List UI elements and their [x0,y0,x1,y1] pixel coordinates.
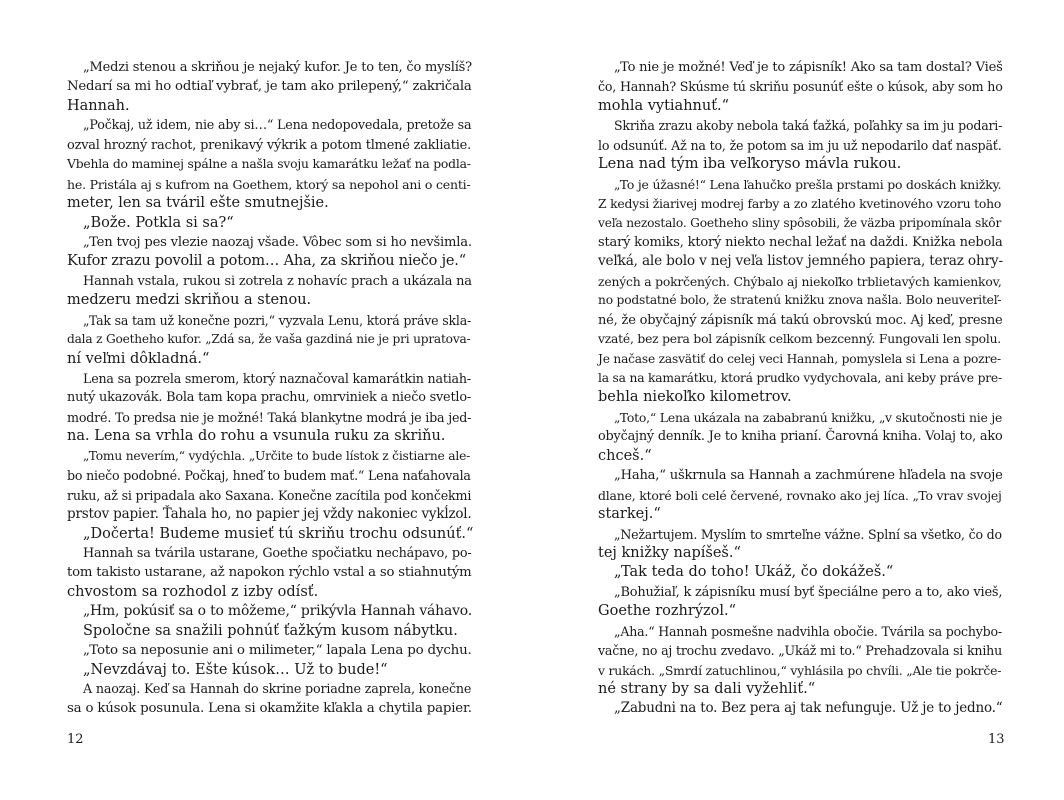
text-line: „To nie je možné! Veď je to zápisník! Ako sa tam dostal? Vieš [614,60,1003,75]
text-line: starkej.“ [598,506,661,523]
text-line: né strany by sa dali vyžehliť.“ [598,681,816,697]
text-line: Spoločne sa snažili pohnúť ťažkým kusom nábytku. [83,622,458,639]
text-line: lo odsunúť. Až na to, že potom sa im ju už nepodarilo dať naspäť. [598,137,1002,153]
text-line: „Bože. Potkla si sa?“ [83,214,234,231]
text-line: „Nevzdávaj to. Ešte kúsok… Už to bude!“ [83,661,388,678]
text-line: mohla vytiahnuť.“ [598,97,730,114]
text-line: Kufor zrazu povolil a potom… Aha, za skriňou niečo je.“ [67,253,466,270]
text-line: né, že obyčajný zápisník má takú obrovskú moc. Aj keď, presne [598,312,1003,328]
text-line: Z kedysi žiarivej modrej farby a zo zlatého kvetinového vzoru toho [598,196,1002,212]
text-line: „Medzi stenou a skriňou je nejaký kufor. Je to ten, čo myslíš? [83,60,472,75]
text-line: „Ten tvoj pes vlezie naozaj všade. Vôbec som si ho nevšimla. [83,234,472,250]
text-line: he. Pristála aj s kufrom na Goethem, ktorý sa nepohol ani o centi- [67,176,471,192]
left-page-number: 12 [67,732,84,747]
text-line: bo niečo podobné. Počkaj, hneď to budem mať.“ Lena naťahovala [67,468,471,484]
text-line: Lena nad tým iba veľkoryso mávla rukou. [598,156,902,173]
text-line: „Tak teda do toho! Ukáž, čo dokážeš.“ [614,564,894,581]
text-line: „Bohužiaľ, k zápisníku musí byť špeciálne pero a to, ako vieš, [614,584,1003,600]
text-line: Hannah vstala, rukou si zotrela z nohavíc prach a ukázala na [83,273,472,289]
text-line: behla niekoľko kilometrov. [598,389,792,406]
text-line: starý komiks, ktorý niekto nechal ležať na daždi. Knižka nebola [598,234,1003,250]
text-line: veľa nezostalo. Goetheho sliny spôsobili, že väzba pripomínala skôr [598,215,1002,230]
text-line: ozval hrozný rachot, prenikavý výkrik a potom tlmené zakliatie. [67,137,472,153]
text-line: vačne, no aj trochu zvedavo. „Ukáž mi to.“ Prehadzovala si knihu [598,643,1003,659]
text-line: ruku, až si pripadala ako Saxana. Konečne zacítila pod končekmi [67,487,472,503]
text-line: no podstatné bolo, že stratenú knižku znova našla. Bolo neuveriteľ- [598,293,1002,308]
text-line: vzaté, bez pera bol zápisník celkom bezcenný. Fungovali len spolu. [598,332,1002,347]
text-line: obyčajný denník. Je to kniha prianí. Čarovná kniha. Volaj to, ako [598,429,1003,445]
text-line: veľká, ale bolo v nej veľa listov jemného papiera, teraz ohry- [598,253,1003,270]
text-line: „Aha.“ Hannah posmešne nadvihla obočie. Tvárila sa pochybo- [614,623,1002,639]
text-line: „Dočerta! Budeme musieť tú skriňu trochu odsunúť.“ [83,525,474,542]
text-line: Hannah sa tvárila ustarane, Goethe spočiatku nechápavo, po- [83,545,472,561]
text-line: chceš.“ [598,447,652,464]
text-line: ní veľmi dôkladná.“ [67,350,210,367]
text-line: meter, len sa tváril ešte smutnejšie. [67,195,329,212]
text-line: tom takisto ustarane, až napokon rýchlo vstal a so stiahnutým [67,565,472,581]
text-line: „To je úžasné!“ Lena ľahučko prešla prstami po doskách knižky. [614,176,1002,192]
text-line: modré. To predsa nie je možné! Taká blankytne modrá je iba jed- [67,409,472,425]
text-line: „Nežartujem. Myslím to smrteľne vážne. Splní sa všetko, čo do [614,526,1002,542]
text-line: „Počkaj, už idem, nie aby si…“ Lena nedopovedala, pretože sa [83,118,472,134]
right-page-number: 13 [988,732,1005,747]
text-line: „Tak sa tam už konečne pozri,“ vyzvala Lenu, ktorá práve skla- [83,312,472,328]
text-line: Nedarí sa mi ho odtiaľ vybrať, je tam ako prilepený,“ zakričala [67,79,472,95]
text-line: la sa na kamarátku, ktorá prudko vydychovala, ani keby práve pre- [598,371,1002,385]
text-line: prstov papier. Ťahala ho, no papier jej vždy nakoniec vykĺzol. [67,506,472,523]
text-line: A naozaj. Keď sa Hannah do skrine poriadne zaprela, konečne [83,682,472,697]
text-line: „Toto sa neposunie ani o milimeter,“ lapala Lena po dychu. [83,643,472,659]
text-line: dlane, ktoré boli celé červené, rovnako ako jej líca. „To vrav svojej [598,487,1002,503]
text-line: Je načase zasvätiť do celej veci Hannah, pomyslela si Lena a pozre- [598,351,1001,366]
text-line: zených a pokrčených. Chýbalo aj niekoľko trblietavých kamienkov, [598,273,1002,289]
text-line: „Tomu neverím,“ vydýchla. „Určite to bude lístok z čistiarne ale- [83,448,471,463]
text-line: „Toto,“ Lena ukázala na zababranú knižku, „v skutočnosti nie je [614,409,1003,425]
text-line: Vbehla do maminej spálne a našla svoju kamarátku ležať na podla- [67,157,471,172]
left-page-text [67,58,473,719]
text-line: na. Lena sa vrhla do rohu a vsunula ruku za skriňu. [67,428,446,445]
text-line: v rukách. „Smrdí zatuchlinou,“ vyhlásila po chvíli. „Ale tie pokrče- [598,662,1002,678]
text-line: „Hm, pokúsiť sa o to môžeme,“ prikývla Hannah váhavo. [83,603,472,620]
right-page-text [598,58,1004,719]
text-line: nutý ukazovák. Bola tam kopa prachu, omrviniek a niečo svetlo- [67,390,471,406]
text-line: sa o kúsok posunula. Lena si okamžite kľakla a chytila papier. [67,701,472,717]
text-line: Lena sa pozrela smerom, ktorý naznačoval kamarátkin natiah- [83,371,471,386]
text-line: medzeru medzi skriňou a stenou. [67,292,312,309]
text-line: Goethe rozhrýzol.“ [598,603,737,620]
text-line: chvostom sa rozhodol z izby odísť. [67,583,319,600]
right-page [532,0,1064,800]
text-line: dala z Goetheho kufor. „Zdá sa, že vaša gazdiná nie je pri upratova- [67,332,471,347]
text-line: „Haha,“ uškrnula sa Hannah a zachmúrene hľadela na svoje [614,468,1003,484]
text-line: „Zabudni na to. Bez pera aj tak nefunguje. Už je to jedno.“ [614,700,1003,717]
text-line: tej knižky napíšeš.“ [598,544,741,561]
text-line: Skriňa zrazu akoby nebola taká ťažká, poľahky sa im ju podari- [614,118,1003,134]
text-line: čo, Hannah? Skúsme tú skriňu posunúť ešte o kúsok, aby som ho [598,79,1003,95]
text-line: Hannah. [67,97,130,114]
